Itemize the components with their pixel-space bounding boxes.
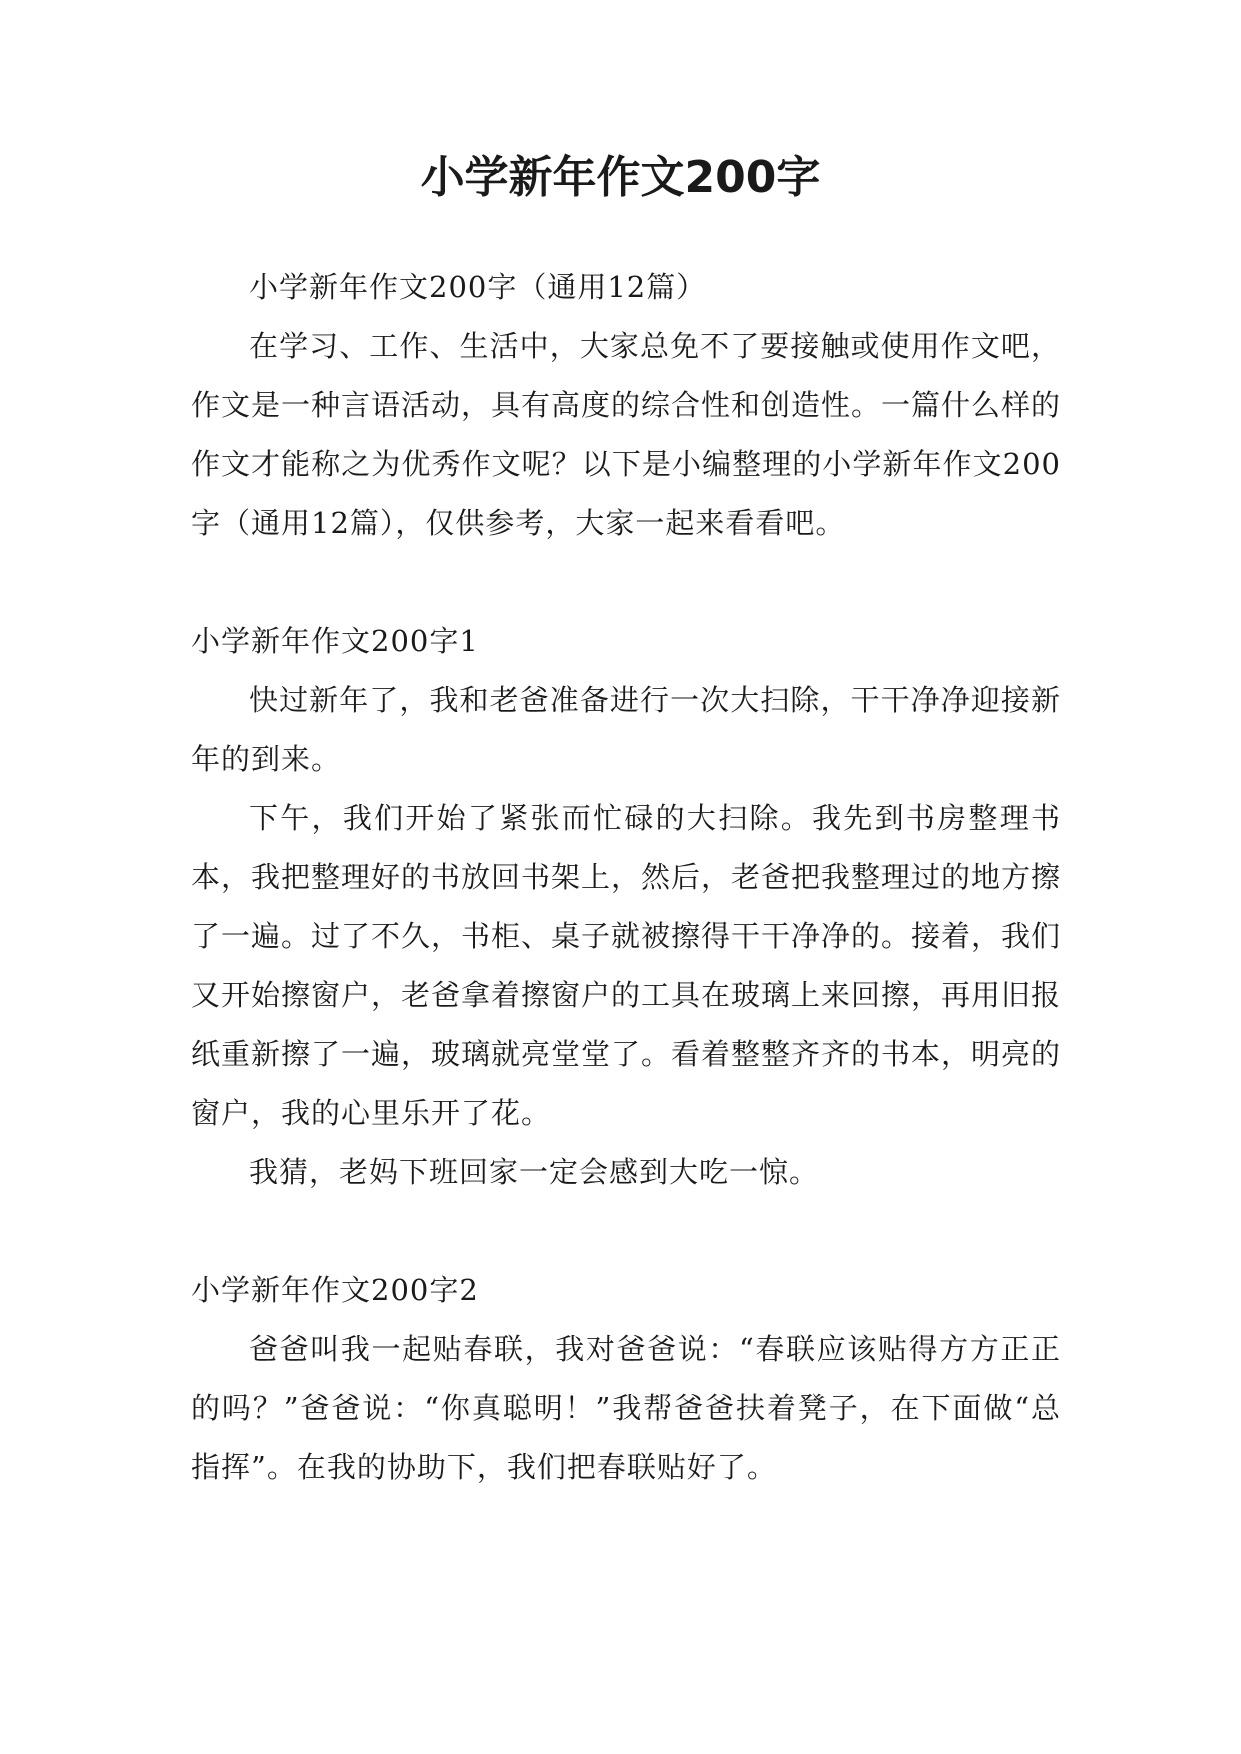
section-heading: 小学新年作文200字2 xyxy=(191,1273,479,1307)
intro-paragraph: 在学习、工作、生活中，大家总免不了要接触或使用作文吧，作文是一种言语活动，具有高度的综合性和创造性。一篇什么样的作文才能称之为优秀作文呢？以下是小编整理的小学新年作文200字（通用12篇），仅供参考，大家一起来看看吧。 xyxy=(191,329,1062,540)
document-title: 小学新年作文200字 xyxy=(420,152,821,203)
section-paragraph: 我猜，老妈下班回家一定会感到大吃一惊。 xyxy=(249,1155,820,1189)
section-spacer xyxy=(191,553,1061,612)
essay-section-1 xyxy=(191,612,1061,1202)
section-paragraph: 爸爸叫我一起贴春联，我对爸爸说：“春联应该贴得方方正正的吗？”爸爸说：“你真聪明！”我帮爸爸扶着凳子，在下面做“总指挥”。在我的协助下，我们把春联贴好了。 xyxy=(191,1332,1061,1484)
essay-section-2 xyxy=(191,1261,1061,1497)
section-heading: 小学新年作文200字1 xyxy=(191,624,479,658)
document-body xyxy=(191,258,1061,1497)
section-paragraph: 快过新年了，我和老爸准备进行一次大扫除，干干净净迎接新年的到来。 xyxy=(191,683,1061,776)
section-paragraph: 下午，我们开始了紧张而忙碌的大扫除。我先到书房整理书本，我把整理好的书放回书架上，然后，老爸把我整理过的地方擦了一遍。过了不久，书柜、桌子就被擦得干干净净的。接着，我们又开始擦窗户，老爸拿着擦窗户的工具在玻璃上来回擦，再用旧报纸重新擦了一遍，玻璃就亮堂堂了。看着整整齐齐的书本，明亮的窗户，我的心里乐开了花。 xyxy=(191,801,1062,1130)
document-subtitle: 小学新年作文200字（通用12篇） xyxy=(249,270,707,304)
section-spacer xyxy=(191,1202,1061,1261)
